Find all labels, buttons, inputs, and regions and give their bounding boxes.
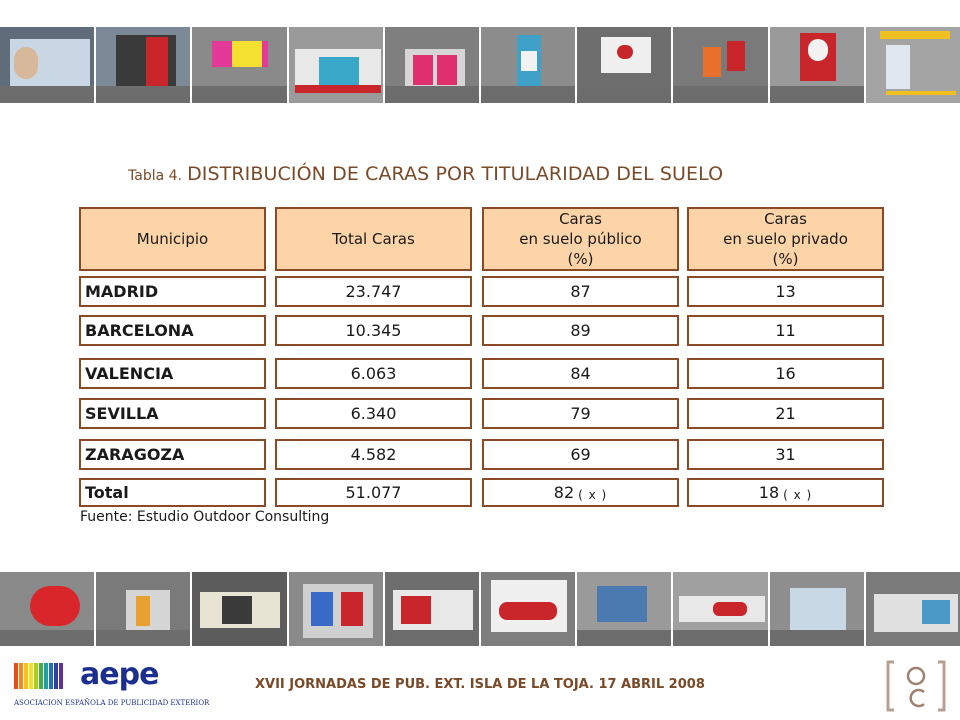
- photo-red-building: [0, 572, 96, 646]
- photo-street-totem: [481, 27, 577, 103]
- row-total-privado-value: 18: [758, 483, 780, 502]
- header-total-label: Total Caras: [332, 230, 415, 248]
- header-privado-line1: Caras: [764, 210, 807, 228]
- header-publico-line1: Caras: [559, 210, 602, 228]
- aepe-subtitle: ASOCIACION ESPAÑOLA DE PUBLICIDAD EXTERIOR: [14, 699, 210, 707]
- bottom-photo-strip: [0, 572, 960, 646]
- header-municipio: [79, 207, 266, 271]
- source-note: Fuente: Estudio Outdoor Consulting: [80, 509, 330, 525]
- mean-symbol-publico: ( x ): [578, 487, 608, 502]
- row-madrid-privado: 13: [687, 276, 884, 307]
- row-madrid-total: 23.747: [275, 276, 472, 307]
- footer-event-text: XVII JORNADAS DE PUB. EXT. ISLA DE LA TOJA. 17 ABRIL 2008: [255, 677, 705, 692]
- photo-wall-panel: [192, 572, 288, 646]
- row-total-total: 51.077: [275, 478, 472, 507]
- header-suelo-privado: [687, 207, 884, 271]
- row-madrid-publico: 87: [482, 276, 679, 307]
- header-total-caras: [275, 207, 472, 271]
- oc-logo: [886, 660, 946, 712]
- table-title-prefix: Tabla 4.: [128, 168, 182, 184]
- top-photo-strip: [0, 27, 960, 103]
- row-sevilla-publico: 79: [482, 398, 679, 429]
- aepe-logo: [14, 657, 210, 707]
- row-zaragoza-publico: 69: [482, 439, 679, 470]
- row-sevilla-privado: 21: [687, 398, 884, 429]
- photo-billboard-diverxia: [192, 27, 288, 103]
- photo-bus-shelter: [385, 27, 481, 103]
- row-barcelona-publico: 89: [482, 315, 679, 346]
- row-barcelona-municipio: BARCELONA: [79, 315, 266, 346]
- row-sevilla-total: 6.340: [275, 398, 472, 429]
- row-valencia-privado: 16: [687, 358, 884, 389]
- row-valencia-municipio: VALENCIA: [79, 358, 266, 389]
- row-sevilla-municipio: SEVILLA: [79, 398, 266, 429]
- row-zaragoza-total: 4.582: [275, 439, 472, 470]
- header-publico-line3: (%): [567, 250, 594, 268]
- row-valencia-publico: 84: [482, 358, 679, 389]
- mean-symbol-privado: ( x ): [783, 487, 813, 502]
- photo-glass-shelter: [770, 572, 866, 646]
- row-zaragoza-privado: 31: [687, 439, 884, 470]
- header-municipio-label: Municipio: [136, 230, 209, 248]
- photo-bus: [289, 27, 385, 103]
- photo-street-mupi: [673, 27, 769, 103]
- row-barcelona-privado: 11: [687, 315, 884, 346]
- row-barcelona-total: 10.345: [275, 315, 472, 346]
- photo-shelter-street: [96, 572, 192, 646]
- aepe-color-bars: [14, 663, 63, 689]
- table-title: [128, 163, 723, 185]
- row-valencia-total: 6.063: [275, 358, 472, 389]
- row-total-publico: [482, 478, 679, 507]
- photo-bus-ad: [385, 572, 481, 646]
- photo-tous-panel: [577, 27, 673, 103]
- photo-fashion-ad: [866, 572, 960, 646]
- header-suelo-publico: [482, 207, 679, 271]
- photo-yellow-shelter: [866, 27, 960, 103]
- row-total-privado: [687, 478, 884, 507]
- photo-building-cuatro: [96, 27, 192, 103]
- photo-roadside-billboard: [673, 572, 769, 646]
- row-total-publico-value: 82: [553, 483, 575, 502]
- photo-billboard-car: [481, 572, 577, 646]
- photo-billboard-dentist: [0, 27, 96, 103]
- aepe-wordmark: aepe: [80, 657, 159, 692]
- header-publico-line2: en suelo público: [519, 230, 642, 248]
- photo-kfc-mupi: [770, 27, 866, 103]
- row-zaragoza-municipio: ZARAGOZA: [79, 439, 266, 470]
- row-madrid-municipio: MADRID: [79, 276, 266, 307]
- header-privado-line3: (%): [772, 250, 799, 268]
- photo-kiosk-panels: [289, 572, 385, 646]
- table-title-main: DISTRIBUCIÓN DE CARAS POR TITULARIDAD DEL SUELO: [187, 163, 724, 185]
- photo-lamp-billboard: [577, 572, 673, 646]
- row-total-municipio: Total: [79, 478, 266, 507]
- header-privado-line2: en suelo privado: [723, 230, 848, 248]
